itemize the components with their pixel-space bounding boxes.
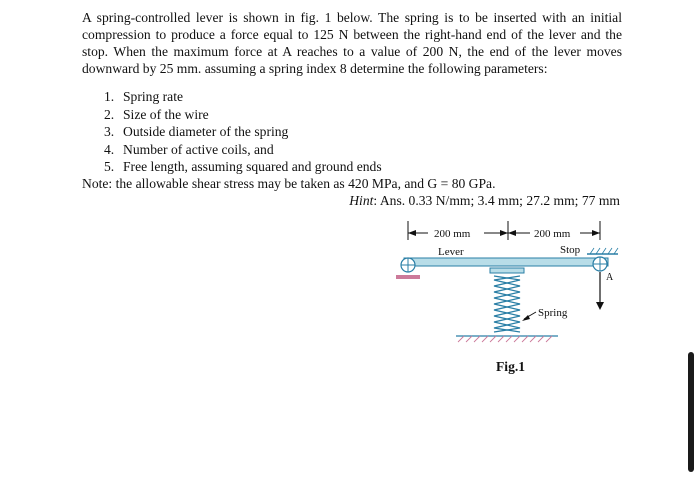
- lever-label: Lever: [438, 246, 464, 258]
- lever-beam: [404, 258, 608, 266]
- dim-right-label: 200 mm: [534, 228, 571, 240]
- problem-statement: A spring-controlled lever is shown in fig. 1 below. The spring is to be inserted with an initial compression to produce a force equal to 125 N between the right-hand end of the lever and the stop. When the maximum force at A reaches to a value of 200 N, the end of the lever moves downward by 25 mm. assuming a spring index 8 determine the following parameters:: [82, 10, 622, 76]
- list-item: 4. Number of active coils, and: [104, 141, 274, 157]
- hint-text: [349, 192, 620, 209]
- spring-label: Spring: [538, 307, 568, 319]
- lever-spring-figure: [390, 218, 630, 358]
- pivot-ground: [396, 275, 420, 279]
- list-item: 5. Free length, assuming squared and ground ends: [104, 159, 382, 174]
- stop-hatch: [590, 248, 618, 254]
- hint-label: Hint: [349, 193, 374, 208]
- dim-arrowhead: [508, 230, 516, 236]
- scrollbar-thumb[interactable]: [688, 352, 694, 472]
- dim-arrowhead: [408, 230, 416, 236]
- spring-top-plate: [490, 268, 524, 273]
- dim-left-label: 200 mm: [434, 228, 471, 240]
- figure-caption: Fig.1: [496, 359, 526, 374]
- parameter-list: [104, 88, 382, 176]
- list-item: 3. Outside diameter of the spring: [104, 124, 289, 139]
- hint-answers: : Ans. 0.33 N/mm; 3.4 mm; 27.2 mm; 77 mm: [373, 193, 620, 208]
- note-text: Note: the allowable shear stress may be taken as 420 MPa, and G = 80 GPa.: [82, 176, 496, 191]
- stop-label: Stop: [560, 244, 581, 256]
- dim-arrowhead: [592, 230, 600, 236]
- list-item: 1. Spring rate: [104, 89, 184, 104]
- force-arrowhead: [596, 302, 604, 310]
- list-item: 2. Size of the wire: [104, 106, 209, 122]
- ground-hatch: [458, 336, 552, 342]
- spring-coil: [494, 276, 520, 332]
- point-a-label: A: [606, 272, 614, 283]
- dim-arrowhead: [500, 230, 508, 236]
